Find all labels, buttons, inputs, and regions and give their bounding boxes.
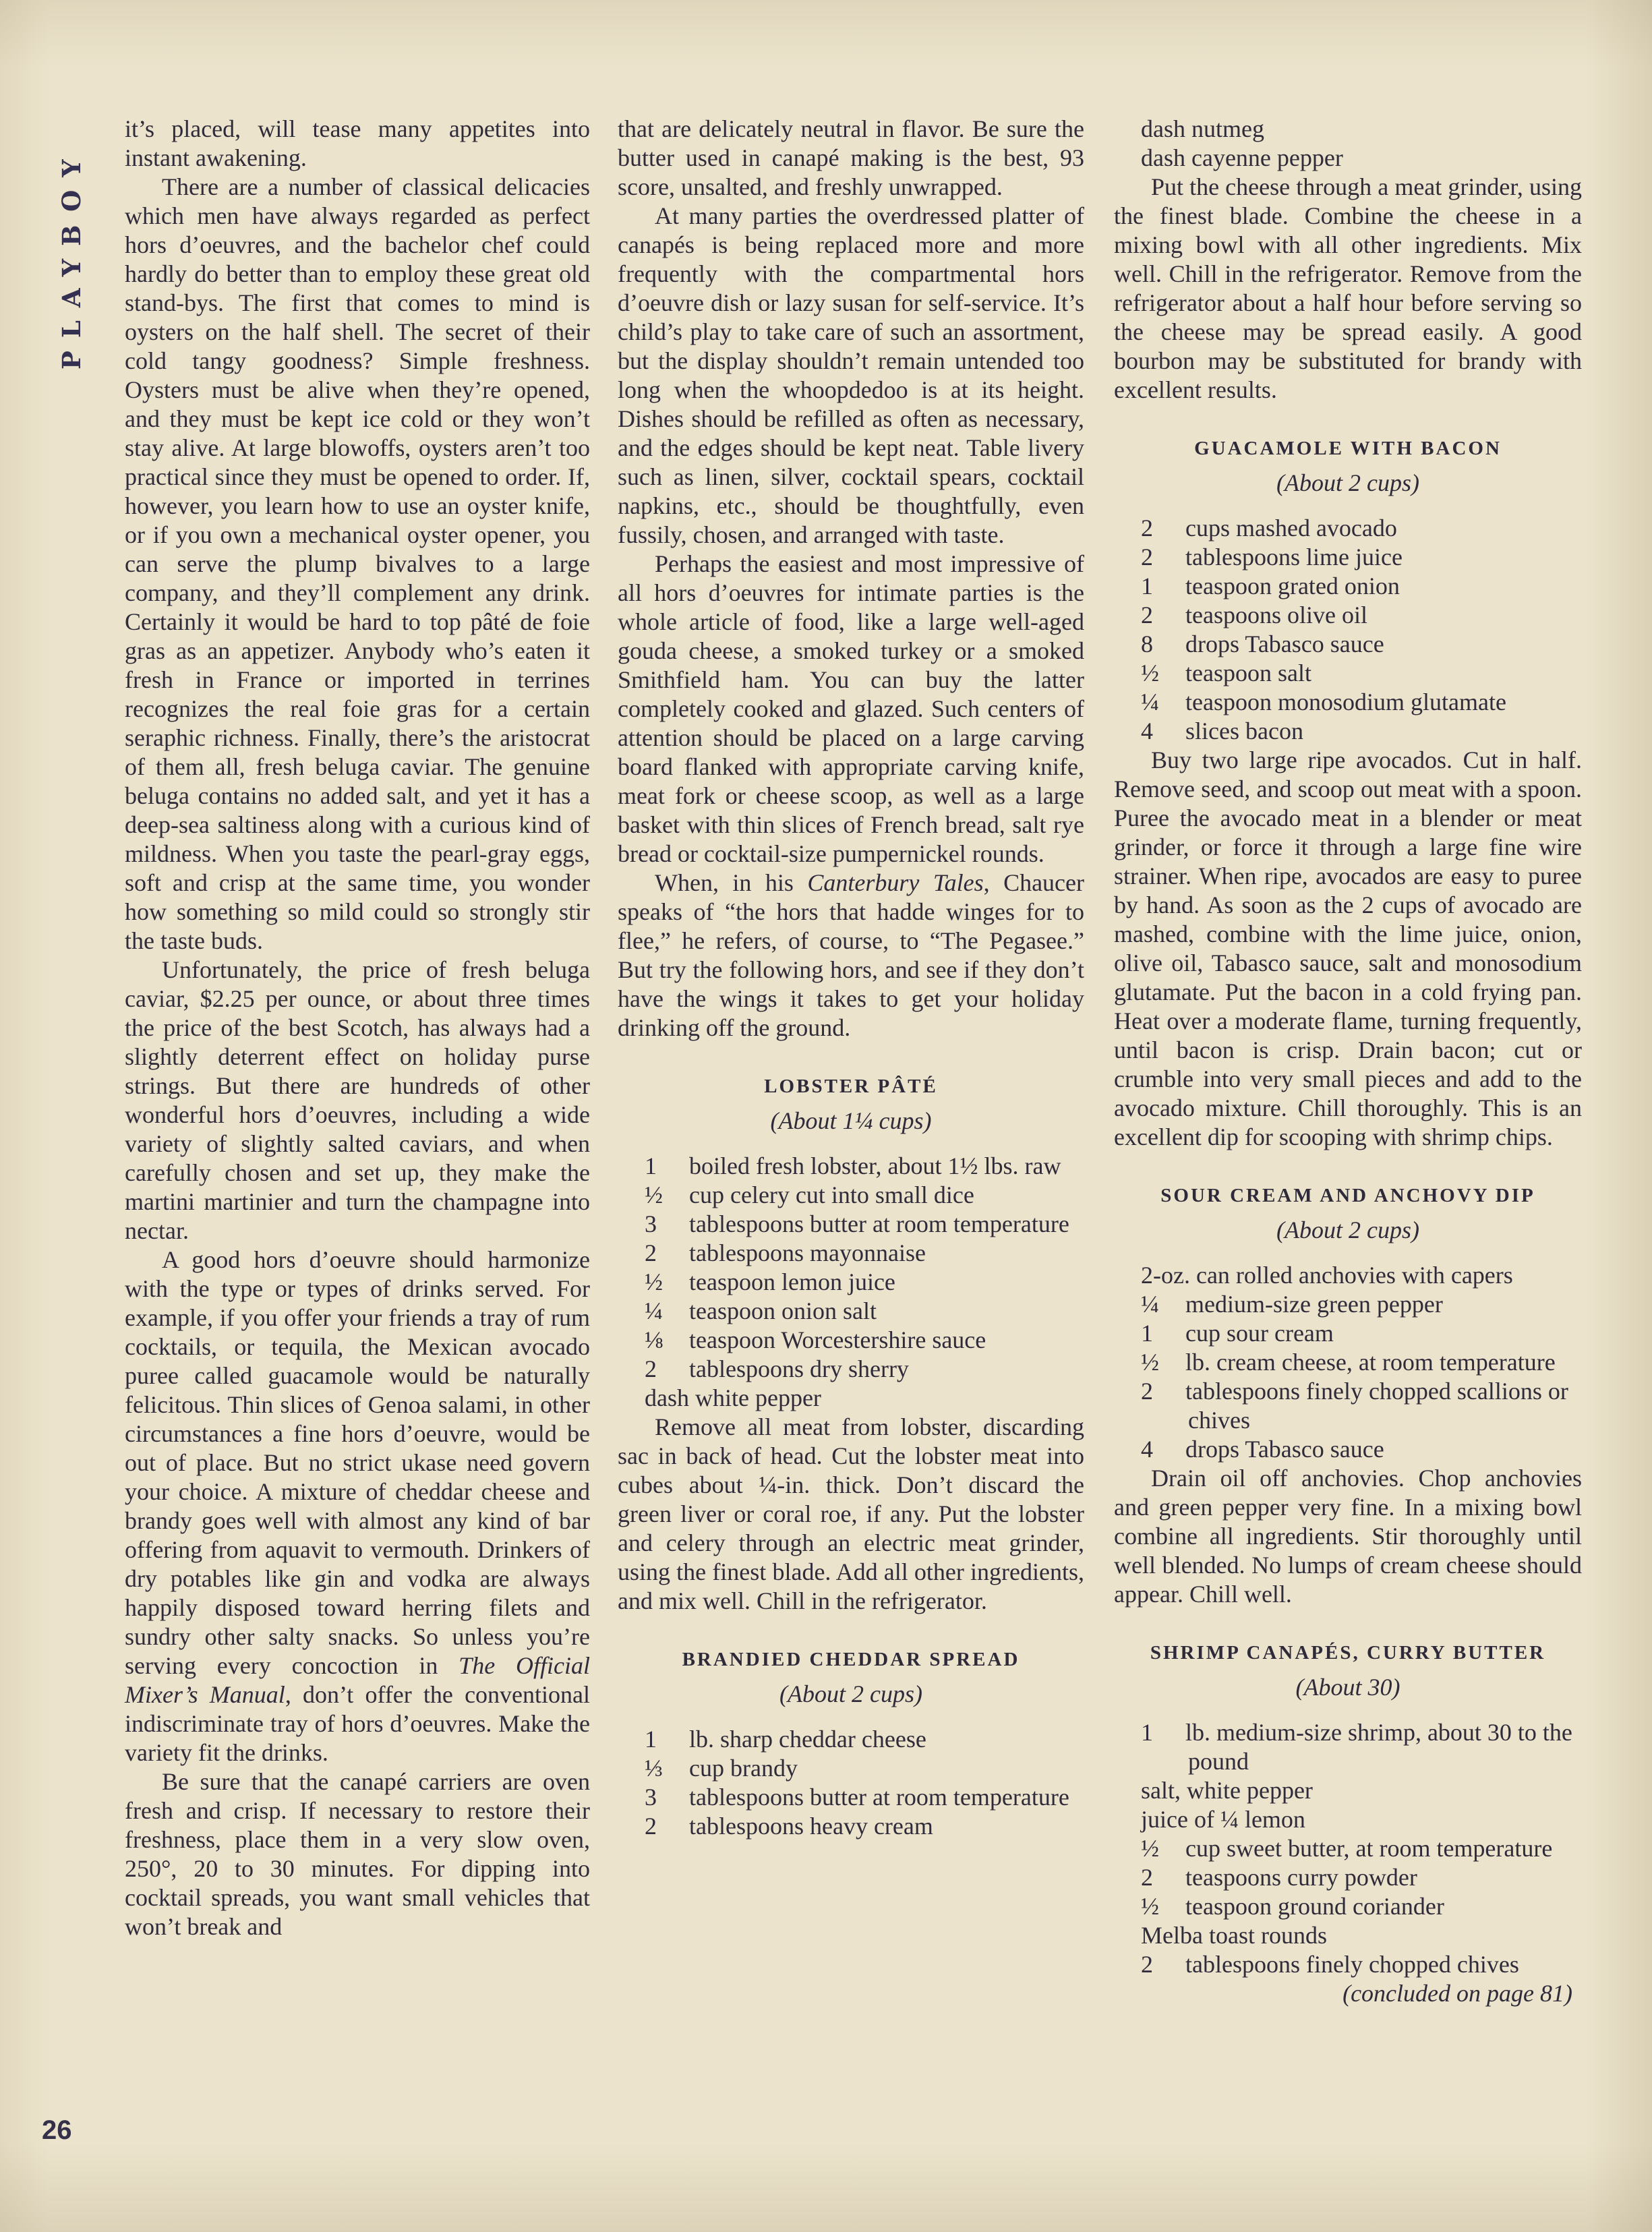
ingredient-item xyxy=(645,1783,1084,1812)
text-segment: , don’t offer the conventional indiscriminate tray of hors d’oeuvres. Make the variety fit the drinks. xyxy=(125,1681,591,1766)
ingredient-item xyxy=(1141,1435,1582,1464)
text-segment: Unfortunately, the price of fresh beluga caviar, $2.25 per ounce, or about three times the price of the best Scotch, has always had a slightly deterrent effect on holiday purse strings. But there are hundreds of other wonderful hors d’oeuvres, including a wide variety of slightly salted caviars, and when carefully chosen and set up, they make the martini martinier and turn the champagne into nectar. xyxy=(125,956,590,1244)
body-paragraph xyxy=(618,550,1084,869)
ingredient-quantity: 2 xyxy=(645,1813,657,1840)
ingredient-item xyxy=(645,1239,1084,1268)
page-number: 26 xyxy=(42,2115,72,2145)
ingredient-item xyxy=(1141,1319,1582,1348)
ingredient-item xyxy=(1141,572,1582,601)
ingredient-quantity: 3 xyxy=(645,1784,657,1811)
text-segment: Put the cheese through a meat grinder, using the finest blade. Combine the cheese in a mixing bowl with all other ingredients. Mix well. Chill in the refrigerator. Remove from the refrigerator about a half hour before serving so the cheese may be spread easily. A good bourbon may be substituted for brandy with excellent results. xyxy=(1114,173,1582,403)
ingredient-text: drops Tabasco sauce xyxy=(1185,630,1384,657)
ingredient-item xyxy=(1141,1348,1582,1377)
ingredient-text: teaspoon grated onion xyxy=(1185,572,1400,599)
body-paragraph xyxy=(125,115,590,173)
ingredient-item xyxy=(1141,659,1582,688)
ingredient-text: teaspoon monosodium glutamate xyxy=(1185,688,1506,715)
ingredient-quantity: 2 xyxy=(1141,1378,1153,1405)
ingredient-text: teaspoon salt xyxy=(1185,659,1311,686)
ingredient-quantity: ⅓ xyxy=(645,1755,663,1782)
body-paragraph xyxy=(1114,173,1582,405)
body-paragraph xyxy=(125,1767,590,1941)
ingredient-item xyxy=(1141,1921,1582,1950)
ingredient-item xyxy=(1141,1377,1582,1435)
body-paragraph xyxy=(1114,1464,1582,1609)
ingredient-quantity: ¼ xyxy=(1141,688,1159,715)
ingredient-quantity: 4 xyxy=(1141,717,1153,744)
ingredient-quantity: 2 xyxy=(1141,1864,1153,1891)
ingredient-text: lb. medium-size shrimp, about 30 to the pound xyxy=(1185,1719,1572,1775)
ingredient-item xyxy=(645,1326,1084,1355)
ingredient-quantity: ½ xyxy=(645,1268,663,1295)
ingredient-text: cup sweet butter, at room temperature xyxy=(1185,1835,1553,1862)
text-column-3 xyxy=(1114,115,1582,2008)
ingredient-item xyxy=(1141,115,1582,144)
ingredient-item xyxy=(1141,1892,1582,1921)
body-paragraph xyxy=(1114,746,1582,1152)
ingredient-text: tablespoons butter at room temperature xyxy=(689,1210,1069,1237)
ingredient-text: boiled fresh lobster, about 1½ lbs. raw xyxy=(689,1152,1061,1179)
ingredient-text: dash cayenne pepper xyxy=(1141,144,1343,171)
text-segment: Remove all meat from lobster, discarding sac in back of head. Cut the lobster meat into cubes about ¼-in. thick. Don’t discard the green liver or coral roe, if any. Put the lobster and celery through an electric meat grinder, using the finest blade. Add all other ingredients, and mix well. Chill in the refrigerator. xyxy=(618,1413,1084,1614)
ingredient-item xyxy=(645,1355,1084,1384)
ingredient-item xyxy=(1141,1950,1582,1979)
ingredient-quantity: ¼ xyxy=(1141,1291,1159,1318)
recipe-yield: (About 2 cups) xyxy=(779,1680,922,1707)
ingredient-quantity: 2 xyxy=(1141,601,1153,628)
body-paragraph xyxy=(618,869,1084,1042)
recipe-yield: (About 30) xyxy=(1295,1674,1400,1701)
ingredient-quantity: ½ xyxy=(1141,1835,1159,1862)
body-paragraph xyxy=(125,1245,590,1767)
text-segment: it’s placed, will tease many appetites into instant awakening. xyxy=(125,115,590,171)
ingredient-text: tablespoons dry sherry xyxy=(689,1355,909,1382)
ingredient-item xyxy=(645,1181,1084,1210)
text-segment: Buy two large ripe avocados. Cut in half. Remove seed, and scoop out meat with a spoon. Puree the avocado meat in a blender or meat grinder, or force it through a large fine wire strainer. When ripe, avocados are easy to puree by hand. As soon as the 2 cups of avocado are mashed, combine with the lime juice, onion, olive oil, Tabasco sauce, salt and monosodium glutamate. Put the bacon in a cold frying pan. Heat over a moderate flame, turning frequently, until bacon is crisp. Drain bacon; cut or crumble into very small pieces and add to the avocado mixture. Chill thoroughly. This is an excellent dip for scooping with shrimp chips. xyxy=(1114,746,1582,1150)
recipe-title: LOBSTER PÂTÉ xyxy=(764,1076,938,1097)
text-segment: Drain oil off anchovies. Chop anchovies and green pepper very fine. In a mixing bowl combine all ingredients. Stir thoroughly until well blended. No lumps of cream cheese should appear. Chill well. xyxy=(1114,1465,1582,1608)
ingredient-text: salt, white pepper xyxy=(1141,1777,1313,1804)
ingredient-quantity: 1 xyxy=(645,1152,657,1179)
ingredient-text: dash white pepper xyxy=(645,1384,821,1411)
magazine-spine-text: PLAYBOY xyxy=(57,146,86,370)
ingredient-quantity: ½ xyxy=(1141,659,1159,686)
ingredient-item xyxy=(1141,1805,1582,1834)
ingredient-text: cups mashed avocado xyxy=(1185,515,1397,541)
ingredient-quantity: 1 xyxy=(1141,572,1153,599)
ingredient-text: slices bacon xyxy=(1185,717,1303,744)
italic-text: The Official Mixer’s Manual xyxy=(125,1652,590,1708)
ingredient-list xyxy=(1141,115,1582,173)
ingredient-quantity: 4 xyxy=(1141,1436,1153,1463)
italic-text: Canterbury Tales xyxy=(807,869,984,896)
ingredient-text: teaspoons curry powder xyxy=(1185,1864,1417,1891)
ingredient-text: tablespoons finely chopped scallions or chives xyxy=(1185,1378,1568,1434)
ingredient-quantity: 3 xyxy=(645,1210,657,1237)
ingredient-item xyxy=(1141,688,1582,717)
ingredient-quantity: 2 xyxy=(645,1239,657,1266)
ingredient-list xyxy=(1141,514,1582,746)
text-column-2 xyxy=(618,115,1084,1841)
text-segment: Perhaps the easiest and most impressive of all hors d’oeuvres for intimate parties is the whole article of food, like a large well-aged gouda cheese, a smoked turkey or a smoked Smithfield ham. You can buy the latter completely cooked and glazed. Such centers of attention should be placed on a large carving board flanked with appropriate carving knife, meat fork or cheese scoop, as well as a large basket with thin slices of French bread, salt rye bread or cocktail-size pumpernickel rounds. xyxy=(618,550,1084,867)
ingredient-item xyxy=(1141,1834,1582,1863)
ingredient-item xyxy=(1141,514,1582,543)
ingredient-text: lb. cream cheese, at room temperature xyxy=(1185,1349,1556,1376)
recipe-title: BRANDIED CHEDDAR SPREAD xyxy=(682,1649,1020,1670)
ingredient-quantity: ½ xyxy=(645,1181,663,1208)
ingredient-text: tablespoons heavy cream xyxy=(689,1813,933,1840)
ingredient-text: teaspoon onion salt xyxy=(689,1297,877,1324)
ingredient-item xyxy=(1141,1776,1582,1805)
ingredient-quantity: 1 xyxy=(1141,1719,1153,1746)
ingredient-text: drops Tabasco sauce xyxy=(1185,1436,1384,1463)
ingredient-text: dash nutmeg xyxy=(1141,115,1264,142)
ingredient-item xyxy=(645,1725,1084,1754)
ingredient-text: lb. sharp cheddar cheese xyxy=(689,1726,926,1753)
ingredient-list xyxy=(645,1725,1084,1841)
ingredient-text: tablespoons lime juice xyxy=(1185,544,1403,570)
text-segment: Be sure that the canapé carriers are oven fresh and crisp. If necessary to restore their freshness, place them in a very slow oven, 250°, 20 to 30 minutes. For dipping into cocktail spreads, you want small vehicles that won’t break and xyxy=(125,1768,590,1940)
text-segment: When, in his xyxy=(655,869,808,896)
ingredient-quantity: 2 xyxy=(1141,1951,1153,1978)
ingredient-text: Melba toast rounds xyxy=(1141,1922,1327,1949)
ingredient-quantity: 2 xyxy=(1141,515,1153,541)
ingredient-quantity: 2 xyxy=(1141,544,1153,570)
ingredient-text: tablespoons finely chopped chives xyxy=(1185,1951,1519,1978)
ingredient-list xyxy=(1141,1718,1582,1979)
ingredient-quantity: 1 xyxy=(1141,1320,1153,1347)
recipe-yield: (About 2 cups) xyxy=(1276,1216,1419,1243)
recipe-title: GUACAMOLE WITH BACON xyxy=(1194,438,1502,459)
ingredient-text: cup sour cream xyxy=(1185,1320,1334,1347)
body-paragraph xyxy=(125,173,590,956)
text-segment: that are delicately neutral in flavor. Be sure the butter used in canapé making is the best, 93 score, unsalted, and freshly unwrapped. xyxy=(618,115,1084,200)
recipe-title: SHRIMP CANAPÉS, CURRY BUTTER xyxy=(1150,1642,1546,1664)
ingredient-item xyxy=(645,1384,1084,1413)
recipe-yield: (About 2 cups) xyxy=(1276,469,1419,496)
ingredient-quantity: 1 xyxy=(645,1726,657,1753)
ingredient-item xyxy=(645,1268,1084,1297)
ingredient-item xyxy=(645,1152,1084,1181)
ingredient-text: tablespoons butter at room temperature xyxy=(689,1784,1069,1811)
ingredient-text: juice of ¼ lemon xyxy=(1141,1806,1305,1833)
ingredient-text: teaspoon Worcestershire sauce xyxy=(689,1326,986,1353)
recipe-yield: (About 1¼ cups) xyxy=(770,1107,932,1134)
ingredient-item xyxy=(1141,543,1582,572)
ingredient-item xyxy=(1141,1718,1582,1776)
ingredient-item xyxy=(645,1754,1084,1783)
ingredient-item xyxy=(1141,630,1582,659)
ingredient-text: cup celery cut into small dice xyxy=(689,1181,974,1208)
ingredient-quantity: 2 xyxy=(645,1355,657,1382)
ingredient-item xyxy=(645,1297,1084,1326)
ingredient-item xyxy=(1141,144,1582,173)
ingredient-list xyxy=(645,1152,1084,1413)
ingredient-quantity: 8 xyxy=(1141,630,1153,657)
text-segment: There are a number of classical delicacies which men have always regarded as perfect hors d’oeuvres, and the bachelor chef could hardly do better than to employ these great old stand-bys. The first that comes to mind is oysters on the half shell. The secret of their cold tangy goodness? Simple freshness. Oysters must be alive when they’re opened, and they must be kept ice cold or they won’t stay alive. At large blowoffs, oysters aren’t too practical since they must be opened to order. If, however, you learn how to use an oyster knife, or if you own a mechanical oyster opener, you can serve the plump bivalves to a large company, and they’ll complement any drink. Certainly it would be hard to top pâté de foie gras as an appetizer. Anybody who’s eaten it fresh in France or imported in terrines recognizes the real foie gras for a certain seraphic richness. Finally, there’s the aristocrat of them all, fresh beluga caviar. The genuine beluga contains no added salt, and yet it has a deep-sea saltiness along with a curious kind of mildness. When you taste the pearl-gray eggs, soft and crisp at the same time, you wonder how something so mild could so strongly stir the taste buds. xyxy=(125,173,590,954)
ingredient-item xyxy=(1141,1290,1582,1319)
ingredient-quantity: ⅛ xyxy=(645,1326,663,1353)
body-paragraph xyxy=(618,115,1084,202)
body-paragraph xyxy=(618,1413,1084,1616)
ingredient-quantity: ¼ xyxy=(645,1297,663,1324)
text-segment: At many parties the overdressed platter of canapés is being replaced more and more frequently with the compartmental hors d’oeuvre dish or lazy susan for self-service. It’s child’s play to take care of such an assortment, but the display shouldn’t remain untended too long when the whoopdedoo is at its height. Dishes should be refilled as often as necessary, and the edges should be kept neat. Table livery such as linen, silver, cocktail spears, cocktail napkins, etc., should be thoughtfully, even fussily, chosen, and arranged with taste. xyxy=(618,202,1084,548)
body-paragraph xyxy=(125,956,590,1245)
ingredient-quantity: ½ xyxy=(1141,1893,1159,1920)
ingredient-item xyxy=(1141,717,1582,746)
ingredient-text: teaspoon ground coriander xyxy=(1185,1893,1444,1920)
ingredient-item xyxy=(1141,1261,1582,1290)
ingredient-item xyxy=(1141,601,1582,630)
ingredient-item xyxy=(645,1210,1084,1239)
body-paragraph xyxy=(618,202,1084,550)
ingredient-text: 2-oz. can rolled anchovies with capers xyxy=(1141,1262,1513,1289)
ingredient-text: tablespoons mayonnaise xyxy=(689,1239,926,1266)
ingredient-text: medium-size green pepper xyxy=(1185,1291,1443,1318)
ingredient-list xyxy=(1141,1261,1582,1464)
text-segment: , Chaucer speaks of “the hors that hadde winges for to flee,” he refers, of course, to “The Pegasee.” But try the following hors, and see if they don’t have the wings it takes to get your holiday drinking off the ground. xyxy=(618,869,1085,1041)
continuation-note: (concluded on page 81) xyxy=(1343,1980,1572,2007)
ingredient-text: teaspoon lemon juice xyxy=(689,1268,895,1295)
ingredient-item xyxy=(1141,1863,1582,1892)
ingredient-quantity: ½ xyxy=(1141,1349,1159,1376)
ingredient-text: teaspoons olive oil xyxy=(1185,601,1367,628)
ingredient-item xyxy=(645,1812,1084,1841)
ingredient-text: cup brandy xyxy=(689,1755,798,1782)
text-segment: A good hors d’oeuvre should harmonize with the type or types of drinks served. For example, if you offer your friends a tray of rum cocktails, or tequila, the Mexican avocado puree called guacamole would be naturally felicitous. Thin slices of Genoa salami, in other circumstances a fine hors d’oeuvre, would be out of place. But no strict ukase need govern your choice. A mixture of cheddar cheese and brandy goes well with almost any kind of bar offering from aquavit to vermouth. Drinkers of dry potables like gin and vodka are always happily disposed toward herring filets and sundry other salty snacks. So unless you’re serving every concoction in xyxy=(125,1246,590,1679)
recipe-title: SOUR CREAM AND ANCHOVY DIP xyxy=(1160,1185,1535,1206)
text-column-1 xyxy=(125,115,590,1941)
